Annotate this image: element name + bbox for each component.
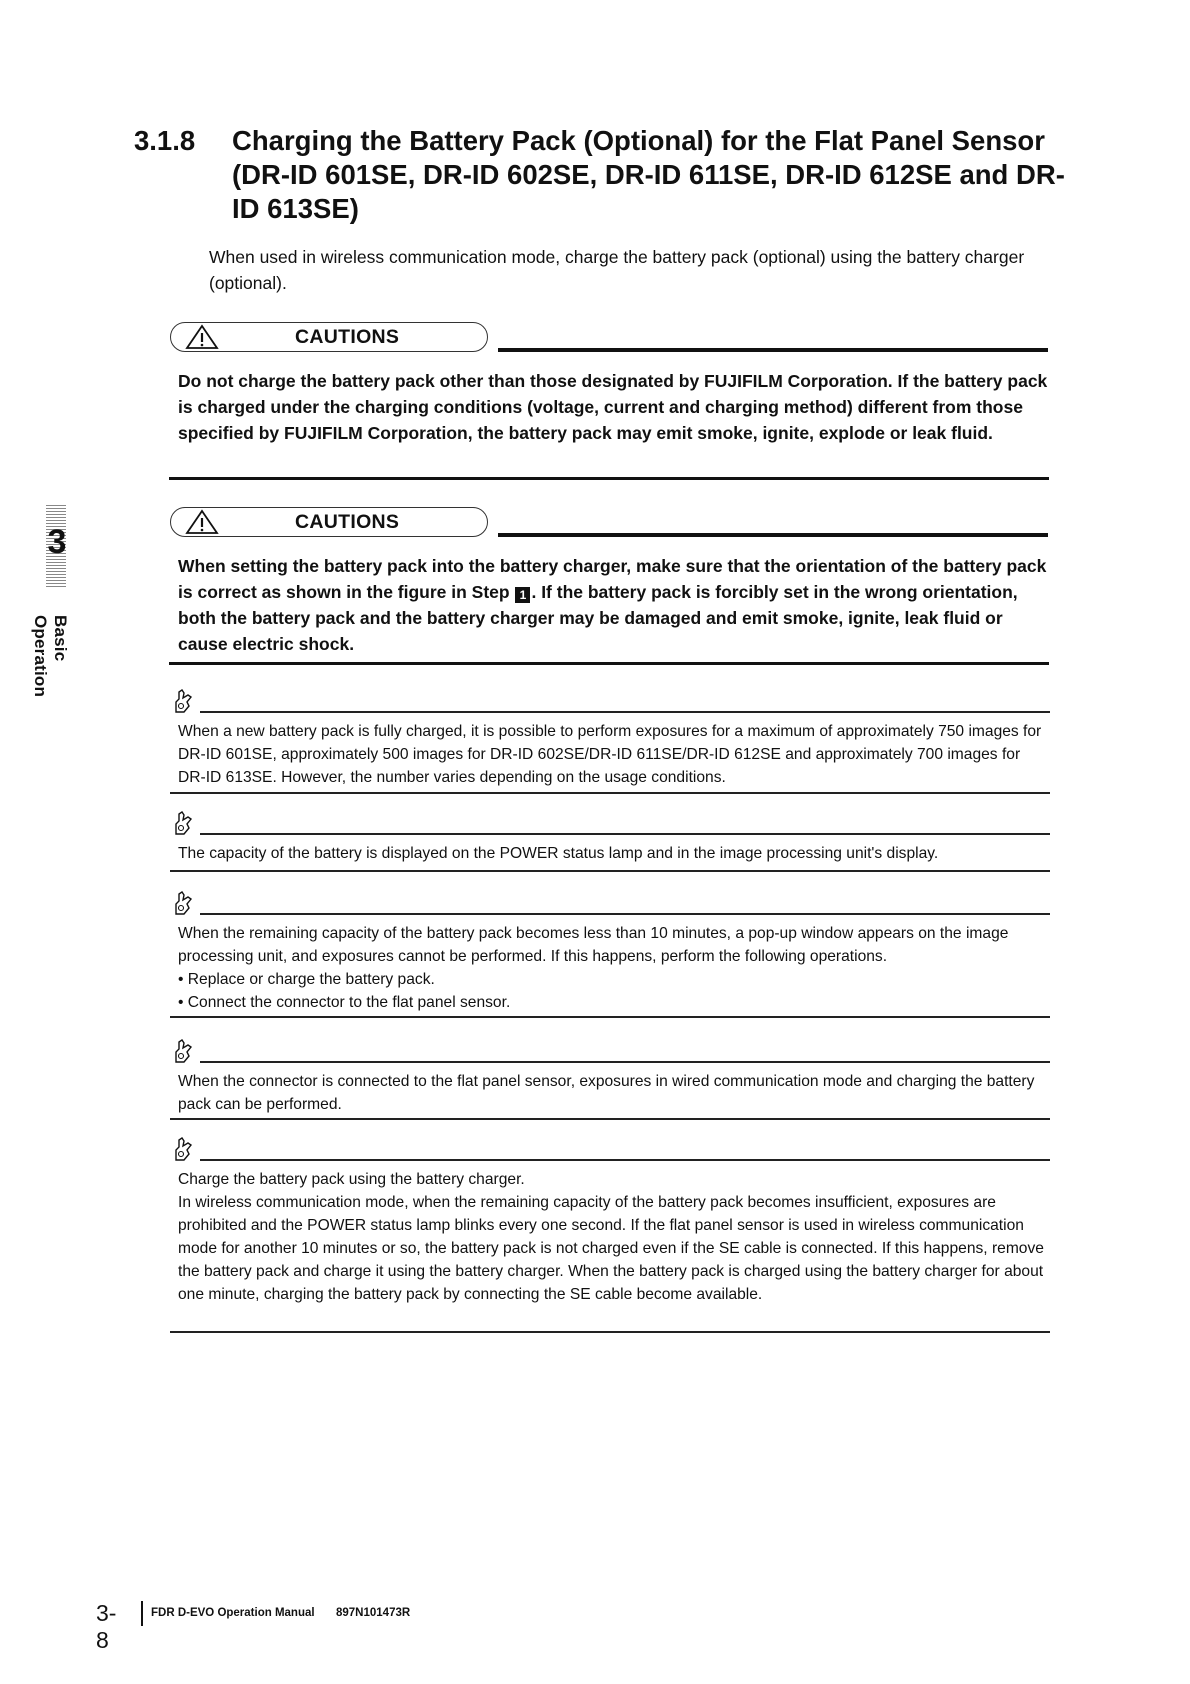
note-bullet: • Connect the connector to the flat panel sensor. — [178, 994, 511, 1011]
intro-paragraph: When used in wireless communication mode, charge the battery pack (optional) using the battery charger (optional). — [209, 247, 1025, 293]
page-number: 3-8 — [96, 1600, 117, 1653]
divider — [170, 870, 1050, 872]
section-number: 3.1.8 — [134, 125, 196, 156]
divider — [200, 1061, 1050, 1063]
note-bullet: • Replace or charge the battery pack. — [178, 971, 435, 988]
caution-text — [178, 553, 1048, 657]
manual-title: FDR D-EVO Operation Manual — [151, 1607, 315, 1619]
note-line: The capacity of the battery is displayed on the POWER status lamp and in the image processing unit's display. — [178, 845, 939, 862]
note-line: Charge the battery pack using the battery charger. — [178, 1171, 525, 1188]
divider — [170, 1331, 1050, 1333]
writing-hand-icon — [172, 688, 194, 714]
divider — [200, 913, 1050, 915]
chapter-number: 3 — [47, 523, 67, 561]
step-number-badge: 1 — [515, 587, 530, 603]
caution-text-part: When setting the battery pack into the battery charger, make sure that the orientation of the battery pack is correct as shown in the figure in Step — [178, 556, 1047, 602]
note-line: In wireless communication mode, when the remaining capacity of the battery pack becomes insufficient, exposures are prohibited and the POWER status lamp blinks every one second. If the flat panel sensor is used in wireless communication mode for another 10 minutes or so, the battery pack is not charged even if the SE cable is connected. If this happens, remove the battery pack and charge it using the battery charger. When the battery pack is charged using the battery charger for about one minute, charging the battery pack by connecting the SE cable become available. — [178, 1194, 1044, 1303]
divider — [169, 662, 1049, 665]
section-title: Charging the Battery Pack (Optional) for the Flat Panel Sensor (DR-ID 601SE, DR-ID 602SE, DR-ID 611SE, DR-ID 612SE and DR-ID 613SE) — [232, 125, 1065, 224]
writing-hand-icon — [172, 890, 194, 916]
note-line: When a new battery pack is fully charged, it is possible to perform exposures for a maximum of approximately 750 images for DR-ID 601SE, approximately 500 images for DR-ID 602SE/DR-ID 611SE/DR-ID 612SE and approximately 700 images for DR-ID 613SE. However, the number varies depending on the usage conditions. — [178, 723, 1042, 786]
divider — [200, 711, 1050, 713]
divider — [170, 792, 1050, 794]
caution-label: CAUTIONS — [295, 326, 400, 348]
note-line: When the remaining capacity of the battery pack becomes less than 10 minutes, a pop-up window appears on the image processing unit, and exposures cannot be performed. If this happens, perform the following operations. — [178, 925, 1009, 965]
warning-triangle-icon — [185, 324, 219, 350]
note-text — [178, 1168, 1050, 1306]
warning-triangle-icon — [185, 509, 219, 535]
caution-text: Do not charge the battery pack other than those designated by FUJIFILM Corporation. If the battery pack is charged under the charging conditions (voltage, current and charging method) different from those specified by FUJIFILM Corporation, the battery pack may emit smoke, ignite, explode or leak fluid. — [178, 371, 1048, 443]
divider — [169, 477, 1049, 480]
note-line: When the connector is connected to the flat panel sensor, exposures in wired communication mode and charging the battery pack can be performed. — [178, 1073, 1035, 1113]
note-text — [178, 922, 1050, 1014]
note-text — [178, 720, 1050, 789]
footer-separator — [141, 1601, 143, 1626]
writing-hand-icon — [172, 810, 194, 836]
divider — [200, 1159, 1050, 1161]
caution-block — [170, 507, 1048, 657]
chapter-label: Basic Operation — [31, 615, 70, 698]
caution-label: CAUTIONS — [295, 511, 400, 533]
divider — [498, 533, 1048, 537]
divider — [170, 1118, 1050, 1120]
caution-header — [170, 507, 488, 537]
document-code: 897N101473R — [336, 1607, 411, 1619]
divider — [170, 1016, 1050, 1018]
note-text — [178, 1070, 1050, 1116]
divider — [200, 833, 1050, 835]
caution-block — [170, 322, 1048, 472]
chapter-tab — [44, 505, 70, 587]
divider — [498, 348, 1048, 352]
writing-hand-icon — [172, 1038, 194, 1064]
caution-text-part: . If the battery pack is forcibly set in the wrong orientation, both the battery pack and the battery charger may be damaged and emit smoke, ignite, leak fluid or cause electric shock. — [178, 582, 1018, 654]
caution-header — [170, 322, 488, 352]
writing-hand-icon — [172, 1136, 194, 1162]
note-text — [178, 842, 1050, 865]
